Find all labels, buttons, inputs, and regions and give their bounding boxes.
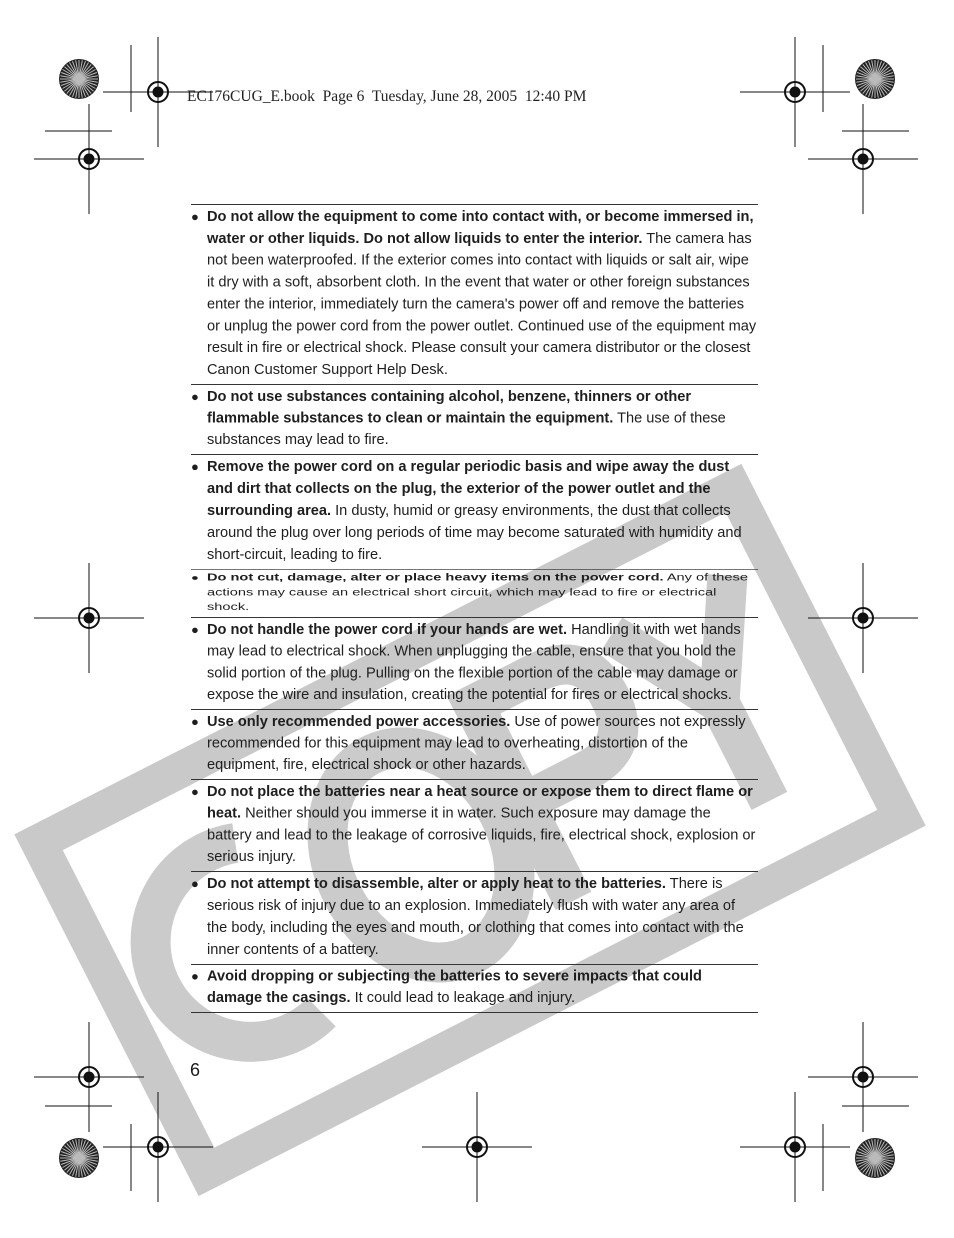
bullet: ● bbox=[191, 713, 199, 729]
warning-text bbox=[207, 570, 758, 615]
warning-item bbox=[191, 569, 758, 617]
bullet: ● bbox=[191, 876, 199, 891]
bullet: ● bbox=[191, 621, 199, 637]
warning-heading: Do not use substances containing alcohol, benzene, thinners or other flammable substances to clean or maintain the equipment. bbox=[207, 388, 692, 427]
starburst-mark bbox=[59, 1138, 99, 1178]
registration-mark bbox=[740, 37, 850, 147]
warning-heading: Do not allow the equipment to come into contact with, or become immersed in, water or other liquids. Do not allow liquids to enter the interior. bbox=[207, 208, 754, 247]
warning-text bbox=[207, 872, 758, 961]
warning-text bbox=[207, 205, 758, 381]
warning-item bbox=[191, 964, 758, 1012]
warning-heading: Do not cut, damage, alter or place heavy items on the power cord. bbox=[207, 572, 664, 584]
warning-item bbox=[191, 617, 758, 709]
warning-heading: Remove the power cord on a regular periodic basis and wipe away the dust and dirt that collects on the plug, the exterior of the power outlet and the surrounding area. bbox=[207, 459, 730, 519]
warning-text bbox=[207, 455, 758, 566]
registration-mark bbox=[34, 104, 144, 214]
page-number: 6 bbox=[190, 1060, 201, 1080]
warning-text bbox=[207, 385, 758, 451]
registration-mark bbox=[103, 1092, 213, 1202]
warning-body: Use of power sources not expressly recommended for this equipment may lead to overheating, distortion of the equipment, fire, electrical shock or other hazards. bbox=[207, 713, 746, 774]
warning-body: In dusty, humid or greasy environments, the dust that collects around the plug over long periods of time may become saturated with humidity and short-circuit, leading to fire. bbox=[207, 503, 742, 563]
warning-body: The use of these substances may lead to fire. bbox=[207, 410, 726, 449]
registration-mark bbox=[422, 1092, 532, 1202]
warning-text bbox=[207, 780, 758, 868]
warning-body: There is serious risk of injury due to an explosion. Immediately flush with water any area of the body, including the eyes and mouth, or clothing that comes into contact with the inner contents of a battery. bbox=[207, 876, 744, 958]
starburst-mark bbox=[855, 1138, 895, 1178]
bullet: ● bbox=[191, 459, 199, 474]
warning-heading: Do not place the batteries near a heat source or expose them to direct flame or heat. bbox=[207, 783, 753, 822]
warning-item bbox=[191, 454, 758, 569]
bullet: ● bbox=[191, 572, 199, 583]
warning-heading: Do not attempt to disassemble, alter or apply heat to the batteries. bbox=[207, 876, 666, 892]
warning-body: It could lead to leakage and injury. bbox=[350, 990, 576, 1007]
warning-body: Handling it with wet hands may lead to electrical shock. When unplugging the cable, ensure that you hold the solid portion of the plug. Pulling on the flexible portion of the cable may damage or expose the wire and insulation, creating the potential for fires or electrical shocks. bbox=[207, 621, 741, 704]
warning-text bbox=[207, 965, 758, 1009]
registration-mark bbox=[808, 1022, 918, 1132]
print-header: EC176CUG_E.book Page 6 Tuesday, June 28, 2005 12:40 PM bbox=[187, 88, 587, 105]
warning-item bbox=[191, 204, 758, 384]
registration-mark bbox=[34, 1022, 144, 1132]
starburst-mark bbox=[59, 59, 99, 99]
bullet: ● bbox=[191, 968, 199, 984]
warning-heading: Do not handle the power cord if your hands are wet. bbox=[207, 621, 568, 638]
warning-item bbox=[191, 384, 758, 454]
registration-mark bbox=[740, 1092, 850, 1202]
bullet: ● bbox=[191, 208, 199, 224]
bullet: ● bbox=[191, 388, 199, 404]
warning-text bbox=[207, 710, 758, 776]
registration-mark bbox=[808, 563, 918, 673]
warnings-list bbox=[191, 204, 758, 1013]
warning-heading: Avoid dropping or subjecting the batteries to severe impacts that could damage the casings. bbox=[207, 968, 702, 1007]
warning-item bbox=[191, 779, 758, 871]
warning-body: The camera has not been waterproofed. If the exterior comes into contact with liquids or salt air, wipe it dry with a soft, absorbent cloth. In the event that water or other foreign substances enter the interior, immediately turn the camera's power off and remove the batteries or unplug the power cord from the power outlet. Continued use of the equipment may result in fire or electrical shock. Please consult your camera distributor or the closest Canon Customer Support Help Desk. bbox=[207, 230, 757, 379]
starburst-mark bbox=[855, 59, 895, 99]
bottom-rule bbox=[191, 1012, 758, 1013]
registration-mark bbox=[34, 563, 144, 673]
warning-body: Any of these actions may cause an electrical short circuit, which may lead to fire or electrical shock. bbox=[207, 572, 748, 613]
warning-heading: Use only recommended power accessories. bbox=[207, 713, 511, 730]
warning-item bbox=[191, 871, 758, 964]
registration-mark bbox=[808, 104, 918, 214]
warning-item bbox=[191, 709, 758, 779]
bullet: ● bbox=[191, 783, 199, 799]
warning-body: Neither should you immerse it in water. Such exposure may damage the battery and lead to the leakage of corrosive liquids, fire, electrical shock, explosion or serious injury. bbox=[207, 805, 756, 866]
warning-text bbox=[207, 618, 758, 706]
